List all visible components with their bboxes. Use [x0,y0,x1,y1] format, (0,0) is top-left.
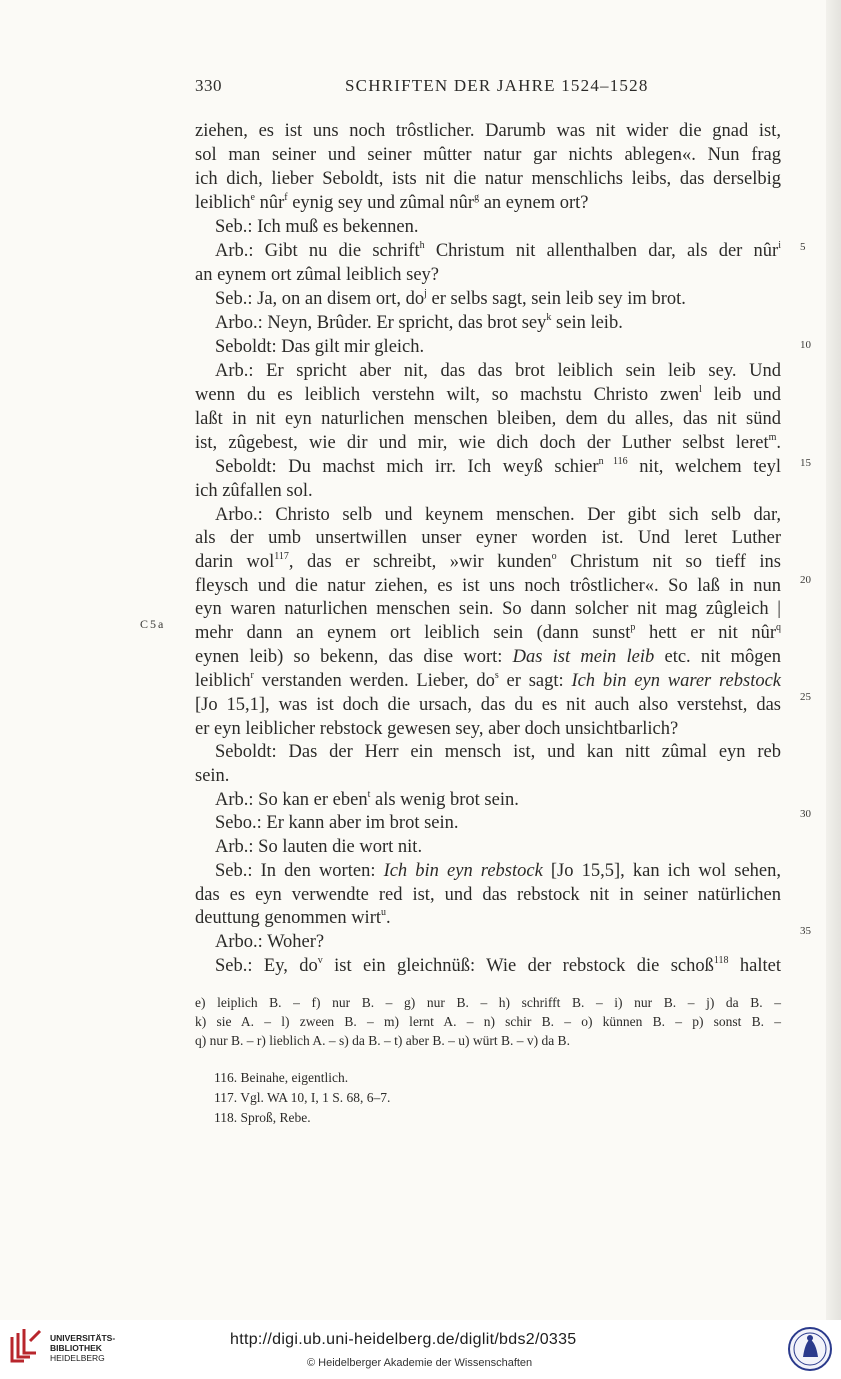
text-segment: leiblich [195,193,251,213]
text-line [195,360,781,382]
text-line [195,408,781,430]
ub-logo-icon [8,1327,44,1371]
text-segment: Seb.: Ich muß es bekennen. [215,217,419,237]
text-segment: leiblich [195,671,251,691]
text-segment: ich zûfallen sol. [195,481,313,501]
margin-signature: C5a [140,617,166,631]
note-marker: j [424,287,427,299]
text-segment: Seb.: In den worten: [215,861,384,881]
text-segment: sein leib. [551,313,623,333]
text-line [195,384,781,406]
text-segment: eyn waren naturlichen menschen sein. So dann solcher nit mag zûgleich | [195,599,781,619]
permalink[interactable]: http://digi.ub.uni-heidelberg.de/diglit/bds2/0335 [230,1331,577,1348]
text-segment: Arbo.: Christo selb und keynem menschen. Der gibt sich selb dar, [215,505,781,525]
line-number: 15 [800,457,811,469]
text-line [195,216,781,238]
note-marker: m [768,431,777,443]
text-segment: etc. nit môgen [654,647,781,667]
text-line [195,192,781,214]
text-segment: Seboldt: Das der Herr ein mensch ist, und kan nitt zûmal eyn reb [215,742,781,762]
footnote: 116. Beinahe, eigentlich. [214,1070,349,1085]
text-line [195,931,781,953]
text-line [195,718,781,740]
text-line [195,860,781,882]
text-segment: . [386,908,391,928]
text-line [195,598,781,620]
text-line [195,168,781,190]
text-segment: wenn du es leiblich verstehn wilt, so machstu Christo zwen [195,385,699,405]
text-segment: Arb.: So kan er eben [215,790,368,810]
note-marker: n 116 [598,455,628,467]
text-segment: ist ein gleichnüß: Wie der rebstock die schoß [322,956,714,976]
page-number: 330 [195,76,222,95]
text-segment: er selbs sagt, sein leib sey im brot. [426,289,686,309]
text-segment: . [776,433,781,453]
note-marker: k [546,311,552,323]
text-segment: eynig sey und zûmal nûr [287,193,475,213]
note-marker: h [419,239,425,251]
text-segment: , das er schreibt, »wir kunden [288,552,552,572]
text-segment: Christum nit so tieff ins [556,552,782,572]
text-segment: ist, zûgebest, wie dir und mir, wie dich doch der Luther selbst leret [195,433,769,453]
line-number: 30 [800,808,811,820]
text-segment: deuttung genommen wirt [195,908,381,928]
note-marker: e [250,191,255,203]
text-segment: darin wol [195,552,275,572]
note-marker: t [367,788,371,800]
note-marker: g [474,191,480,203]
text-segment: laßt in nit eyn naturlichen menschen bleiben, dem du alles, das nit sünd [195,409,781,429]
text-segment: mehr dann an eynem ort leiblich sein (dann sunst [195,623,631,643]
text-line [195,240,781,262]
text-line [195,551,781,573]
note-marker: o [551,550,557,562]
text-line [195,288,781,310]
running-title: SCHRIFTEN DER JAHRE 1524–1528 [345,76,649,95]
text-segment: Arb.: So lauten die wort nit. [215,837,423,857]
text-line [195,836,781,858]
text-line [195,955,781,977]
line-number: 10 [800,339,811,351]
text-line [195,527,781,549]
text-segment: Christum nit allenthalben dar, als der nûr [424,241,779,261]
text-segment: fleysch und die natur ziehen, es ist uns noch trôstlicher«. So laß in nun [195,576,781,596]
footnote: 118. Sproß, Rebe. [214,1110,311,1125]
text-line [195,907,781,929]
text-line [195,144,781,166]
line-number: 25 [800,691,811,703]
line-number: 20 [800,574,811,586]
text-line [195,789,781,811]
note-marker: u [381,906,386,918]
text-segment: Seb.: Ja, on an disem ort, do [215,289,425,309]
note-marker: r [250,669,254,681]
text-segment: sein. [195,766,230,786]
note-marker: 117 [274,550,289,562]
text-segment: Arb.: Gibt nu die schrift [215,241,420,261]
note-marker: i [778,239,781,251]
text-line [195,432,781,454]
text-segment: an eynem ort? [479,193,589,213]
note-marker: 118 [713,954,729,966]
text-segment: an eynem ort zûmal leiblich sey? [195,265,440,285]
text-segment: Seboldt: Du machst mich irr. Ich weyß schier [215,457,599,477]
line-number: 5 [800,241,806,253]
text-segment: er sagt: [498,671,572,691]
text-line [195,120,781,142]
text-segment: verstanden werden. Lieber, do [253,671,495,691]
text-segment: leib und [701,385,781,405]
text-line [195,812,781,834]
note-marker: p [630,621,636,633]
text-line [195,480,781,502]
text-segment: [Jo 15,1], was ist doch die ursach, das du es nit auch also verstehst, das [195,695,781,715]
text-segment: Arb.: Er spricht aber nit, das das brot leiblich sein leib sey. Und [215,361,781,381]
italic-quote: Ich bin eyn rebstock [383,861,543,881]
text-line [195,264,781,286]
text-segment: nit, welchem teyl [627,457,782,477]
apparatus-line: q) nur B. – r) lieblich A. – s) da B. – t) aber B. – u) würt B. – v) da B. [195,1033,570,1048]
text-segment: eynen leib) so bekenn, das dise wort: [195,647,513,667]
text-segment: sol man seiner und seiner mûtter natur gar nichts ablegen«. Nun frag [195,145,781,165]
text-segment: ziehen, es ist uns noch trôstlicher. Darumb was nit wider die gnad ist, [195,121,781,141]
text-line [195,646,781,668]
text-segment: ich dich, lieber Seboldt, ists nit die natur menschlichs leibs, das derselbig [195,169,781,189]
page-edge-shadow [826,0,841,1320]
text-line [195,336,781,358]
text-segment: das es eyn verwendte red ist, und das rebstock nit in seiner natürlichen [195,885,781,905]
line-number: 35 [800,925,811,937]
text-line [195,312,781,334]
footnote: 117. Vgl. WA 10, I, 1 S. 68, 6–7. [214,1090,391,1105]
text-line [195,765,781,787]
library-name: UNIVERSITÄTS- BIBLIOTHEK HEIDELBERG [50,1333,116,1363]
text-segment: hett er nit nûr [635,623,776,643]
text-segment: Seboldt: Das gilt mir gleich. [215,337,425,357]
text-segment: nûr [254,193,285,213]
copyright-notice: © Heidelberger Akademie der Wissenschaften [307,1357,533,1369]
text-segment: Seb.: Ey, do [215,956,318,976]
apparatus-line: e) leiplich B. – f) nur B. – g) nur B. – h) schrifft B. – i) nur B. – j) da B. – [195,995,781,1010]
text-line [195,504,781,526]
text-segment: er eyn leiblicher rebstock gewesen sey, aber doch unsichtbarlich? [195,719,679,739]
text-line [195,694,781,716]
text-segment: [Jo 15,5], kan ich wol sehen, [542,861,781,881]
viewer-footer [0,1320,841,1379]
text-line [195,622,781,644]
text-line [195,884,781,906]
italic-quote: Ich bin eyn warer rebstock [571,671,782,691]
note-marker: f [284,191,288,203]
running-header [195,76,781,100]
academy-seal-icon [787,1326,833,1372]
text-line [195,456,781,478]
text-segment: als der umb unsertwillen unser eyner worden ist. Und leret Luther [195,528,781,548]
note-marker: v [317,954,323,966]
text-segment: Sebo.: Er kann aber im brot sein. [215,813,459,833]
text-segment: Arbo.: Woher? [215,932,325,952]
italic-quote: Das ist mein leib [512,647,655,667]
text-line [195,670,781,692]
text-segment: als wenig brot sein. [370,790,519,810]
text-segment: Arbo.: Neyn, Brûder. Er spricht, das brot sey [215,313,547,333]
text-line [195,741,781,763]
note-marker: q [776,621,781,633]
note-marker: s [494,669,499,681]
apparatus-line: k) sie A. – l) zween B. – m) lernt A. – n) schir B. – o) künnen B. – p) sonst B. – [195,1014,781,1029]
note-marker: l [698,383,702,395]
text-line [195,575,781,597]
text-segment: haltet [728,956,781,976]
